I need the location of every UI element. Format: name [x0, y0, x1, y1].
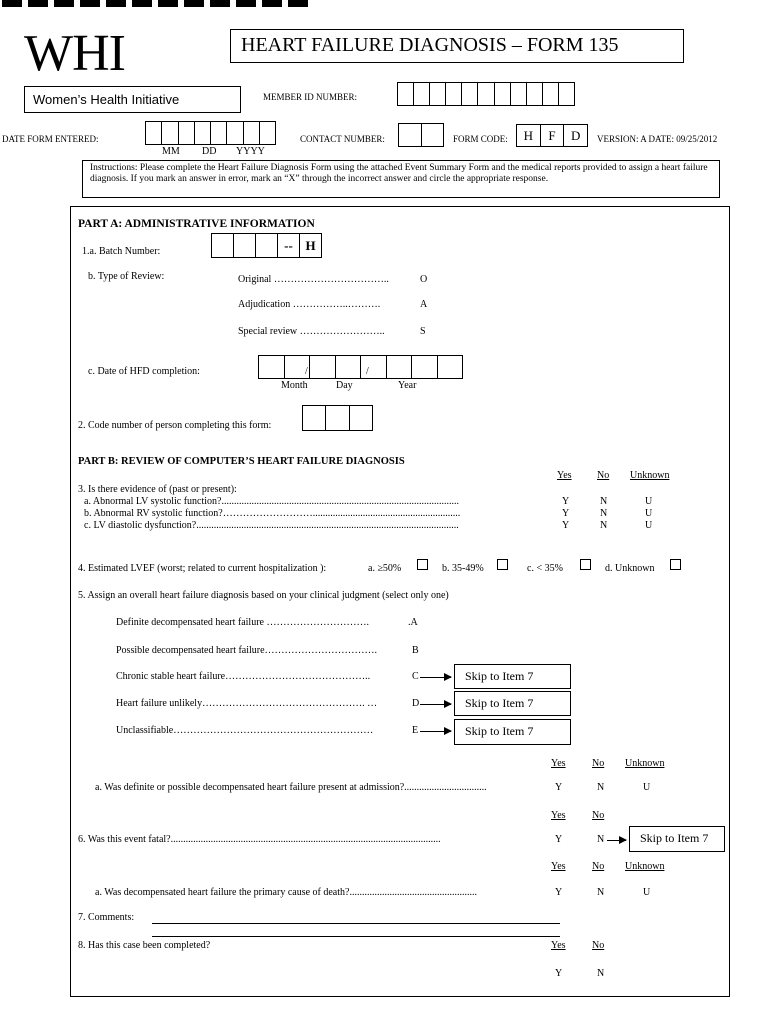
col-no-header: No — [592, 940, 605, 951]
skip-arrow — [607, 840, 626, 841]
q3a-no[interactable]: N — [600, 496, 608, 507]
dx-chronic-code[interactable]: C — [412, 671, 419, 682]
code-person-field[interactable] — [302, 405, 373, 431]
dx-definite-code[interactable]: .A — [408, 617, 418, 628]
col-unknown-header: Unknown — [630, 470, 670, 481]
review-code-a[interactable]: A — [420, 299, 428, 310]
q6-no[interactable]: N — [597, 834, 605, 845]
date-yyyy-label: YYYY — [236, 146, 265, 157]
lvef-option-b-checkbox[interactable] — [497, 559, 508, 570]
skip-arrow — [420, 731, 451, 732]
dx-unlikely-code[interactable]: D — [412, 698, 420, 709]
date-entered-field[interactable] — [145, 121, 276, 145]
col-yes-header: Yes — [551, 810, 566, 821]
main-form-frame — [70, 206, 730, 997]
q3b-unknown[interactable]: U — [645, 508, 653, 519]
part-b-title: PART B: REVIEW OF COMPUTER’S HEART FAILURE DIAGNOSIS — [78, 456, 405, 467]
lvef-option-a-label: a. ≥50% — [368, 563, 402, 574]
hfd-date-slash: / — [366, 366, 369, 377]
q8-no[interactable]: N — [597, 968, 605, 979]
q3c-label: c. LV diastolic dysfunction?......................................................................................................... — [84, 520, 459, 531]
whi-logo: WHI — [24, 25, 125, 82]
batch-dash: -- — [278, 234, 300, 257]
hfd-year-label: Year — [398, 380, 417, 391]
form-title: HEART FAILURE DIAGNOSIS – FORM 135 — [241, 34, 619, 56]
org-name-box — [24, 86, 241, 113]
col-no-header: No — [597, 470, 610, 481]
review-option-original[interactable]: Original …………………………….. — [238, 274, 389, 285]
col-yes-header: Yes — [551, 861, 566, 872]
lvef-option-c-label: c. < 35% — [527, 563, 563, 574]
top-bar-marks — [2, 0, 310, 7]
col-no-header: No — [592, 810, 605, 821]
q3a-yes[interactable]: Y — [562, 496, 570, 507]
lvef-option-b-label: b. 35-49% — [442, 563, 484, 574]
form-code-char: F — [541, 125, 565, 146]
q7-label: 7. Comments: — [78, 912, 135, 923]
form-code-field — [516, 124, 588, 147]
comments-line[interactable] — [152, 936, 560, 937]
part-a-title: PART A: ADMINISTRATIVE INFORMATION — [78, 218, 315, 230]
code-person-label: 2. Code number of person completing this form: — [78, 420, 272, 431]
q6a-yes[interactable]: Y — [555, 887, 563, 898]
date-entered-label: DATE FORM ENTERED: — [2, 134, 99, 144]
col-unknown-header: Unknown — [625, 758, 665, 769]
member-id-field[interactable] — [397, 82, 575, 106]
dx-definite-label[interactable]: Definite decompensated heart failure …………………………. — [116, 617, 369, 628]
org-name: Women’s Health Initiative — [33, 92, 180, 107]
q5a-yes[interactable]: Y — [555, 782, 563, 793]
lvef-option-d-checkbox[interactable] — [670, 559, 681, 570]
hfd-day-label: Day — [336, 380, 353, 391]
q6-label: 6. Was this event fatal?............................................................................................................ — [78, 834, 441, 845]
comments-line[interactable] — [152, 923, 560, 924]
skip-arrow — [420, 704, 451, 705]
q5-label: 5. Assign an overall heart failure diagnosis based on your clinical judgment (select only one) — [78, 590, 449, 601]
dx-unclassifiable-label[interactable]: Unclassifiable…………………………………………………… — [116, 725, 374, 736]
q8-label: 8. Has this case been completed? — [78, 940, 211, 951]
instructions-box — [82, 160, 720, 198]
member-id-label: MEMBER ID NUMBER: — [263, 92, 358, 102]
q6-yes[interactable]: Y — [555, 834, 563, 845]
skip-to-item-7-box: Skip to Item 7 — [629, 826, 725, 852]
col-yes-header: Yes — [551, 758, 566, 769]
q3c-yes[interactable]: Y — [562, 520, 570, 531]
skip-arrow — [420, 677, 451, 678]
q3b-yes[interactable]: Y — [562, 508, 570, 519]
form-code-char: H — [517, 125, 541, 146]
skip-to-item-7-box: Skip to Item 7 — [454, 719, 571, 745]
lvef-option-c-checkbox[interactable] — [580, 559, 591, 570]
review-type-label: b. Type of Review: — [88, 271, 165, 282]
q3c-no[interactable]: N — [600, 520, 608, 531]
q6a-label: a. Was decompensated heart failure the primary cause of death?................................................... — [95, 887, 477, 898]
form-code-label: FORM CODE: — [453, 134, 508, 144]
lvef-option-a-checkbox[interactable] — [417, 559, 428, 570]
hfd-date-label: c. Date of HFD completion: — [88, 366, 200, 377]
date-mm-label: MM — [162, 146, 180, 157]
q3c-unknown[interactable]: U — [645, 520, 653, 531]
q3-label: 3. Is there evidence of (past or present): — [78, 484, 237, 495]
dx-possible-label[interactable]: Possible decompensated heart failure……………………………. — [116, 645, 378, 656]
batch-suffix: H — [305, 237, 316, 253]
review-code-o[interactable]: O — [420, 274, 428, 285]
contact-number-field[interactable] — [398, 123, 444, 147]
hfd-date-slash: / — [305, 366, 308, 377]
q3b-label: b. Abnormal RV systolic function?………………………........................................................... — [84, 508, 461, 519]
col-yes-header: Yes — [551, 940, 566, 951]
date-dd-label: DD — [202, 146, 217, 157]
batch-number-label: 1.a. Batch Number: — [82, 246, 161, 257]
q5a-unknown[interactable]: U — [643, 782, 651, 793]
col-no-header: No — [592, 861, 605, 872]
contact-number-label: CONTACT NUMBER: — [300, 134, 385, 144]
col-no-header: No — [592, 758, 605, 769]
q6a-no[interactable]: N — [597, 887, 605, 898]
batch-number-field[interactable] — [211, 233, 322, 258]
review-code-s[interactable]: S — [420, 326, 426, 337]
q3a-label: a. Abnormal LV systolic function?............................................................................................... — [84, 496, 459, 507]
dx-unlikely-label[interactable]: Heart failure unlikely…………………………………………. … — [116, 698, 378, 709]
review-option-special[interactable]: Special review …………………….. — [238, 326, 385, 337]
dx-unclassifiable-code[interactable]: E — [412, 725, 419, 736]
hfd-month-label: Month — [281, 380, 308, 391]
q3b-no[interactable]: N — [600, 508, 608, 519]
review-option-adjudication[interactable]: Adjudication ……………..………. — [238, 299, 381, 310]
instructions-text: Instructions: Please complete the Heart Failure Diagnosis Form using the attached Event Summary Form and the medical reports provided to assign a heart failure diagnosis. If you mark an answer in error, mark an “X” through the incorrect answer and circle the appropriate response. — [90, 163, 708, 184]
skip-to-item-7-box: Skip to Item 7 — [454, 691, 571, 716]
version-date: VERSION: A DATE: 09/25/2012 — [597, 134, 718, 144]
q5a-label: a. Was definite or possible decompensated heart failure present at admission?................................. — [95, 782, 487, 793]
dx-chronic-label[interactable]: Chronic stable heart failure…………………………………….. — [116, 671, 371, 682]
lvef-option-d-label: d. Unknown — [605, 563, 655, 574]
col-unknown-header: Unknown — [625, 861, 665, 872]
col-yes-header: Yes — [557, 470, 572, 481]
skip-to-item-7-box: Skip to Item 7 — [454, 664, 571, 689]
q3a-unknown[interactable]: U — [645, 496, 653, 507]
form-title-box — [230, 29, 684, 63]
hfd-date-field[interactable] — [258, 355, 463, 379]
dx-possible-code[interactable]: B — [412, 645, 419, 656]
q8-yes[interactable]: Y — [555, 968, 563, 979]
form-code-char: D — [570, 127, 581, 143]
q5a-no[interactable]: N — [597, 782, 605, 793]
q4-label: 4. Estimated LVEF (worst; related to current hospitalization ): — [78, 563, 327, 574]
q6a-unknown[interactable]: U — [643, 887, 651, 898]
